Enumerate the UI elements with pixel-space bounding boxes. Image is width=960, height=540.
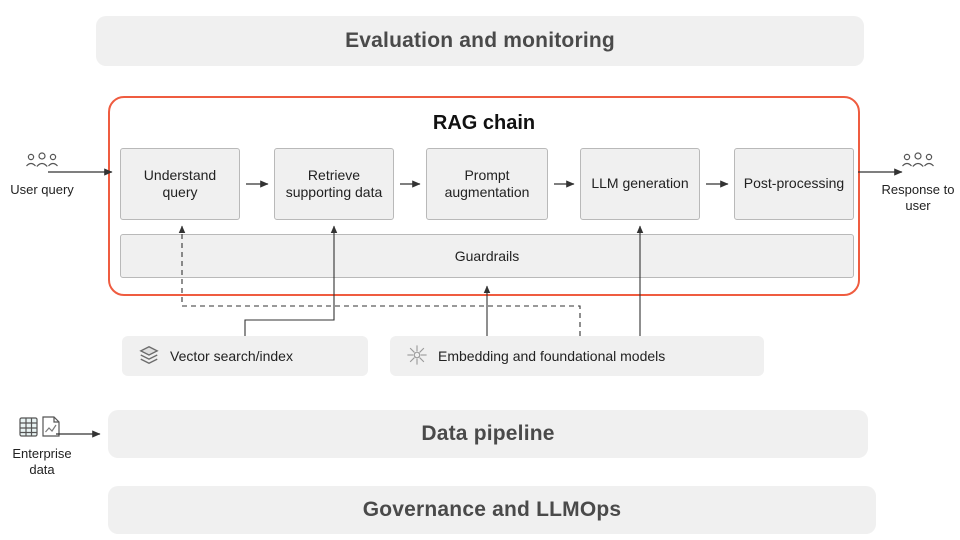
- banner-governance-and-llmops: Governance and LLMOps: [108, 486, 876, 534]
- resource-embedding-and-foundational-models: [390, 336, 764, 376]
- rag-chain-title: RAG chain: [432, 112, 536, 134]
- banner-evaluation-and-monitoring: Evaluation and monitoring: [96, 16, 864, 66]
- users-group-icon: [4, 150, 80, 176]
- endpoint-enterprise-data: [0, 414, 84, 479]
- endpoint-label: User query: [10, 182, 74, 197]
- endpoint-label: Response to user: [881, 182, 955, 214]
- users-group-icon: [876, 150, 960, 176]
- step-post-processing: Post-processing: [734, 148, 854, 220]
- step-llm-generation: LLM generation: [580, 148, 700, 220]
- guardrails-bar: Guardrails: [120, 234, 854, 278]
- snowflake-gear-icon: [406, 344, 428, 369]
- resource-vector-search-index: [122, 336, 368, 376]
- banner-data-pipeline: Data pipeline: [108, 410, 868, 458]
- endpoint-response-to-user: [876, 150, 960, 215]
- endpoint-user-query: [4, 150, 80, 198]
- endpoint-label: Enterprise data: [12, 446, 72, 478]
- step-prompt-augmentation: Prompt augmentation: [426, 148, 548, 220]
- database-documents-icon: [0, 414, 84, 440]
- step-retrieve-supporting-data: Retrieve supporting data: [274, 148, 394, 220]
- resource-label: Vector search/index: [170, 348, 293, 364]
- resource-label: Embedding and foundational models: [438, 348, 666, 364]
- stack-layers-icon: [138, 344, 160, 369]
- step-understand-query: Understand query: [120, 148, 240, 220]
